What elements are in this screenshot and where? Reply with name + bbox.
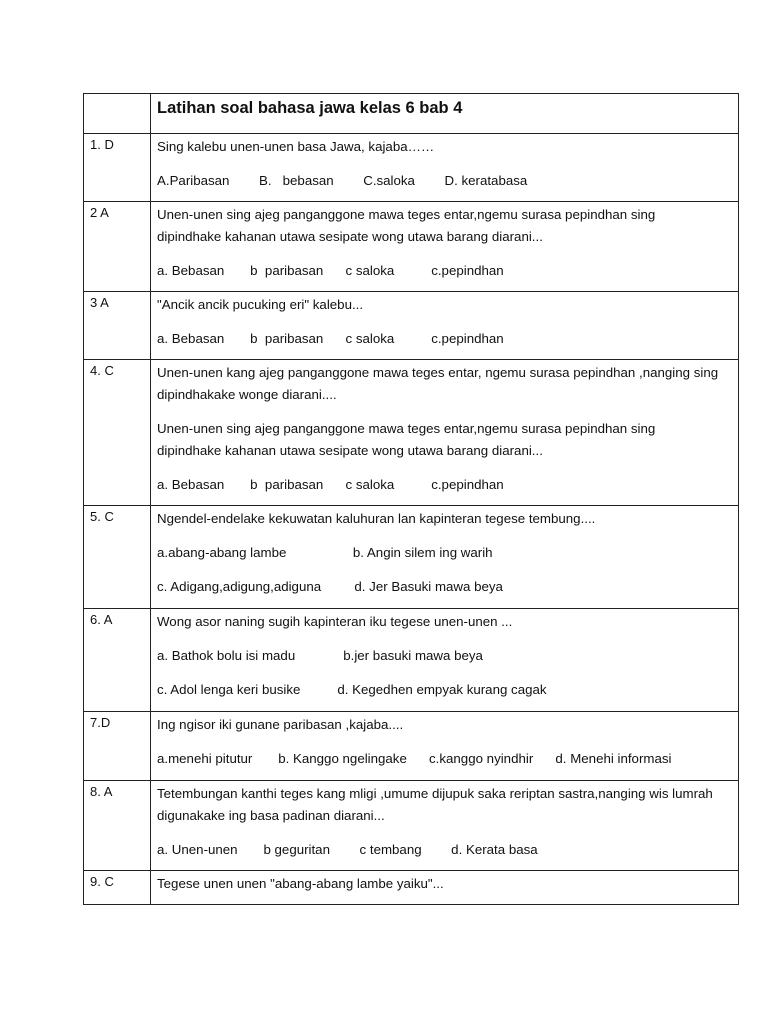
question-cell bbox=[151, 712, 739, 781]
table-row bbox=[84, 134, 739, 202]
table-row bbox=[84, 781, 739, 871]
question-cell bbox=[151, 292, 739, 360]
answer-key: 4. C bbox=[84, 360, 151, 506]
question-text: Tetembungan kanthi teges kang mligi ,umume dijupuk saka reriptan sastra,nanging wis lumrah bbox=[157, 786, 713, 801]
question-cell bbox=[151, 506, 739, 609]
question-cell bbox=[151, 871, 739, 905]
question-options: c. Adigang,adigung,adiguna d. Jer Basuki mawa beya bbox=[157, 579, 503, 594]
answer-key: 3 A bbox=[84, 292, 151, 360]
table-row bbox=[84, 360, 739, 506]
table-row bbox=[84, 609, 739, 712]
question-text: Ing ngisor iki gunane paribasan ,kajaba.... bbox=[157, 717, 404, 732]
question-text: Tegese unen unen "abang-abang lambe yaiku"... bbox=[157, 876, 444, 891]
table-row bbox=[84, 202, 739, 292]
question-text: dipindhakake wonge diarani.... bbox=[157, 387, 337, 402]
question-cell bbox=[151, 360, 739, 506]
question-options: a. Bebasan b paribasan c saloka c.pepindhan bbox=[157, 263, 504, 278]
question-text: dipindhake kahanan utawa sesipate wong utawa barang diarani... bbox=[157, 229, 543, 244]
question-options: a. Bebasan b paribasan c saloka c.pepindhan bbox=[157, 477, 504, 492]
question-options: a.abang-abang lambe b. Angin silem ing warih bbox=[157, 545, 493, 560]
question-text: Wong asor naning sugih kapinteran iku tegese unen-unen ... bbox=[157, 614, 513, 629]
question-options: a. Bebasan b paribasan c saloka c.pepindhan bbox=[157, 331, 504, 346]
question-options: a. Unen-unen b geguritan c tembang d. Kerata basa bbox=[157, 842, 538, 857]
question-text: "Ancik ancik pucuking eri" kalebu... bbox=[157, 297, 364, 312]
question-text: Unen-unen kang ajeg panganggone mawa teges entar, ngemu surasa pepindhan ,nanging sing bbox=[157, 365, 719, 380]
answer-key: 5. C bbox=[84, 506, 151, 609]
page-title: Latihan soal bahasa jawa kelas 6 bab 4 bbox=[157, 99, 463, 117]
question-text: Unen-unen sing ajeg panganggone mawa teges entar,ngemu surasa pepindhan sing bbox=[157, 421, 656, 436]
question-text: Sing kalebu unen-unen basa Jawa, kajaba…… bbox=[157, 139, 435, 154]
answer-key: 7.D bbox=[84, 712, 151, 781]
quiz-table bbox=[83, 93, 739, 905]
question-text: dipindhake kahanan utawa sesipate wong utawa barang diarani... bbox=[157, 443, 543, 458]
question-options: a. Bathok bolu isi madu b.jer basuki mawa beya bbox=[157, 648, 483, 663]
table-row bbox=[84, 292, 739, 360]
header-title-cell bbox=[151, 94, 739, 134]
answer-key: 6. A bbox=[84, 609, 151, 712]
question-text: digunakake ing basa padinan diarani... bbox=[157, 808, 385, 823]
table-row bbox=[84, 871, 739, 905]
answer-key: 9. C bbox=[84, 871, 151, 905]
answer-key: 1. D bbox=[84, 134, 151, 202]
question-text: Ngendel-endelake kekuwatan kaluhuran lan kapinteran tegese tembung.... bbox=[157, 511, 596, 526]
answer-key: 8. A bbox=[84, 781, 151, 871]
question-cell bbox=[151, 202, 739, 292]
table-row bbox=[84, 506, 739, 609]
question-cell bbox=[151, 781, 739, 871]
answer-key: 2 A bbox=[84, 202, 151, 292]
table-row bbox=[84, 712, 739, 781]
question-text: Unen-unen sing ajeg panganggone mawa teges entar,ngemu surasa pepindhan sing bbox=[157, 207, 656, 222]
header-empty-cell bbox=[84, 94, 151, 134]
question-cell bbox=[151, 134, 739, 202]
question-options: A.Paribasan B. bebasan C.saloka D. keratabasa bbox=[157, 173, 528, 188]
question-cell bbox=[151, 609, 739, 712]
table-header-row bbox=[84, 94, 739, 134]
question-options: c. Adol lenga keri busike d. Kegedhen empyak kurang cagak bbox=[157, 682, 547, 697]
question-options: a.menehi pitutur b. Kanggo ngelingake c.kanggo nyindhir d. Menehi informasi bbox=[157, 751, 672, 766]
